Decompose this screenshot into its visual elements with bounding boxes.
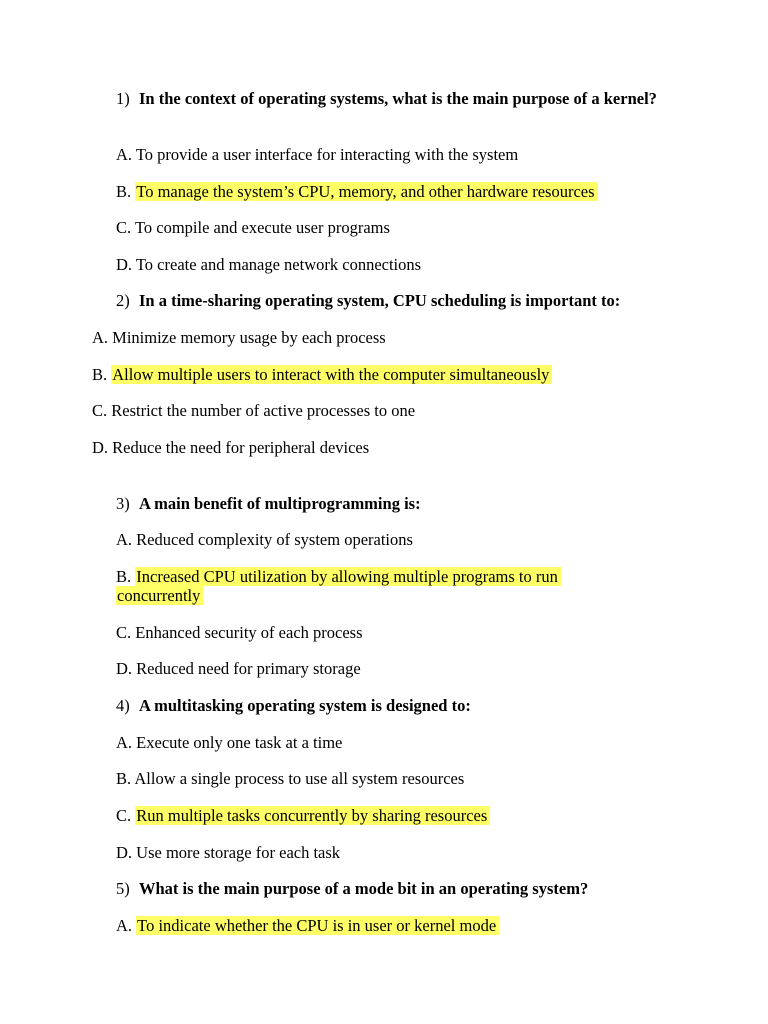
option-text: Reduced complexity of system operations — [136, 530, 413, 549]
option-letter: A. — [116, 145, 133, 164]
option-c — [116, 806, 490, 825]
option-text: Enhanced security of each process — [135, 623, 363, 642]
option-letter: B. — [116, 182, 132, 201]
option-text-highlighted: To indicate whether the CPU is in user or kernel mode — [136, 916, 499, 935]
option-b — [116, 182, 598, 201]
option-c — [116, 623, 363, 642]
option-text: Reduced need for primary storage — [136, 659, 361, 678]
question-number: 1) — [116, 89, 130, 108]
option-letter: D. — [92, 438, 109, 457]
option-text: To compile and execute user programs — [134, 218, 390, 237]
option-a — [116, 733, 342, 752]
question-number: 4) — [116, 696, 130, 715]
option-letter: C. — [116, 806, 132, 825]
option-text: Reduce the need for peripheral devices — [112, 438, 370, 457]
option-letter: A. — [92, 328, 109, 347]
option-letter: A. — [116, 916, 133, 935]
option-a — [116, 916, 499, 935]
question-text: In a time-sharing operating system, CPU scheduling is important to: — [139, 291, 621, 310]
option-text-highlighted: Increased CPU utilization by allowing multiple programs to run — [135, 567, 561, 586]
option-text: Use more storage for each task — [136, 843, 341, 862]
option-b — [116, 769, 464, 788]
option-d — [92, 438, 369, 457]
option-letter: A. — [116, 733, 133, 752]
question-number: 5) — [116, 879, 130, 898]
option-a — [116, 530, 413, 549]
option-text-highlighted: concurrently — [116, 586, 203, 605]
option-text: Restrict the number of active processes to one — [111, 401, 416, 420]
option-letter: C. — [116, 623, 132, 642]
question-text: What is the main purpose of a mode bit in an operating system? — [139, 879, 589, 898]
question-number: 2) — [116, 291, 130, 310]
option-text: Minimize memory usage by each process — [112, 328, 386, 347]
option-c — [116, 218, 390, 237]
option-a — [116, 145, 518, 164]
option-letter: A. — [116, 530, 133, 549]
question-number: 3) — [116, 494, 130, 513]
option-text-highlighted: Run multiple tasks concurrently by sharing resources — [135, 806, 490, 825]
option-letter: D. — [116, 255, 133, 274]
option-letter: B. — [116, 769, 132, 788]
question-text: A main benefit of multiprogramming is: — [139, 494, 421, 513]
option-b — [116, 567, 561, 586]
option-letter: D. — [116, 843, 133, 862]
option-b — [92, 365, 552, 384]
option-text-highlighted: To manage the system’s CPU, memory, and other hardware resources — [135, 182, 597, 201]
question-text: A multitasking operating system is designed to: — [139, 696, 471, 715]
option-text: To create and manage network connections — [135, 255, 422, 274]
option-c — [92, 401, 415, 420]
option-text: Allow a single process to use all system resources — [134, 769, 465, 788]
option-letter: D. — [116, 659, 133, 678]
option-d — [116, 255, 421, 274]
question-text: In the context of operating systems, what is the main purpose of a kernel? — [139, 89, 657, 108]
option-d — [116, 659, 361, 678]
option-a — [92, 328, 386, 347]
option-text: To provide a user interface for interacting with the system — [135, 145, 519, 164]
option-d — [116, 843, 340, 862]
option-text-highlighted: Allow multiple users to interact with the computer simultaneously — [111, 365, 552, 384]
option-letter: C. — [116, 218, 132, 237]
option-b-continuation — [116, 586, 203, 605]
option-letter: B. — [116, 567, 132, 586]
option-letter: B. — [92, 365, 108, 384]
option-letter: C. — [92, 401, 108, 420]
option-text: Execute only one task at a time — [136, 733, 343, 752]
